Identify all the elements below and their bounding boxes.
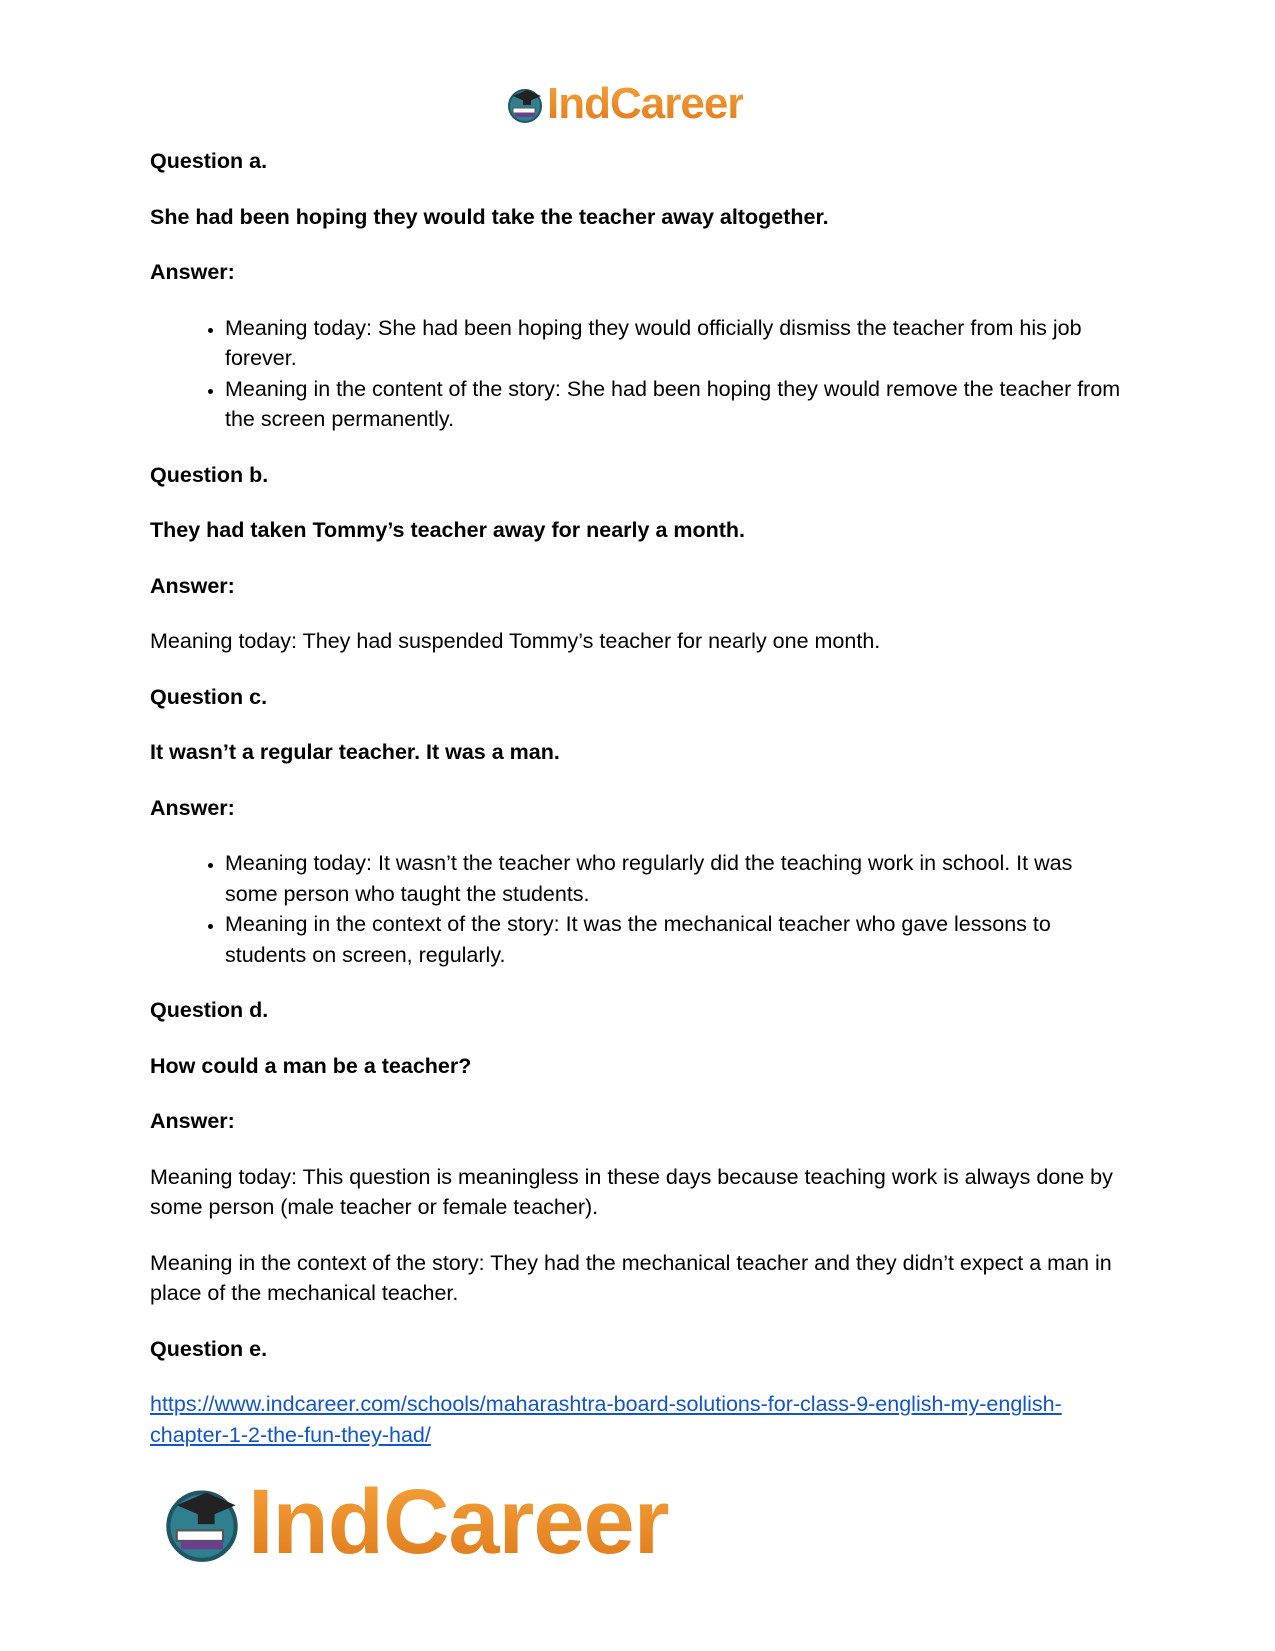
- graduation-cap-globe-icon: [160, 1480, 244, 1564]
- question-text: It wasn’t a regular teacher. It was a man.: [150, 740, 560, 764]
- question-label: Question a.: [150, 149, 268, 173]
- answer-label: Answer:: [150, 795, 235, 820]
- answer-list: [150, 848, 1130, 970]
- question-label: Question b.: [150, 462, 269, 487]
- answer-paragraph: Meaning today: They had suspended Tommy’s teacher for nearly one month.: [150, 629, 881, 653]
- footer-logo: [160, 1471, 669, 1573]
- list-item: • Meaning today: She had been hoping they would officially dismiss the teacher from his job forever.: [225, 313, 1130, 374]
- question-text: How could a man be a teacher?: [150, 1053, 472, 1078]
- answer-list: [150, 313, 1130, 435]
- answer-paragraph: Meaning in the context of the story: They had the mechanical teacher and they didn’t expect a man in place of the mechanical teacher.: [150, 1250, 1112, 1305]
- list-item: • Meaning today: It wasn’t the teacher who regularly did the teaching work in school. It was some person who taught the students.: [225, 848, 1130, 909]
- answer-label: Answer:: [150, 260, 235, 284]
- answer-label: Answer:: [150, 573, 235, 598]
- question-text: She had been hoping they would take the teacher away altogether.: [150, 204, 829, 229]
- question-label: Question c.: [150, 684, 268, 709]
- source-link[interactable]: https://www.indcareer.com/schools/maharashtra-board-solutions-for-class-9-english-my-english-chapter-1-2-the-fun-they-had/: [150, 1392, 1062, 1447]
- header-logo: [505, 79, 744, 128]
- graduation-cap-globe-icon: [505, 84, 545, 124]
- question-label: Question e.: [150, 1336, 268, 1361]
- answer-paragraph: Meaning today: This question is meaningless in these days because teaching work is always done by some person (male teacher or female teacher).: [150, 1164, 1113, 1219]
- brand-name: IndCareer: [248, 1471, 669, 1573]
- list-item: • Meaning in the context of the story: It was the mechanical teacher who gave lessons to students on screen, regularly.: [225, 909, 1130, 970]
- answer-label: Answer:: [150, 1109, 235, 1133]
- brand-name: IndCareer: [547, 79, 744, 128]
- question-label: Question d.: [150, 998, 269, 1022]
- document-body: [150, 146, 1130, 1450]
- question-text: They had taken Tommy’s teacher away for nearly a month.: [150, 518, 746, 542]
- list-item: • Meaning in the content of the story: She had been hoping they would remove the teacher from the screen permanently.: [225, 374, 1130, 435]
